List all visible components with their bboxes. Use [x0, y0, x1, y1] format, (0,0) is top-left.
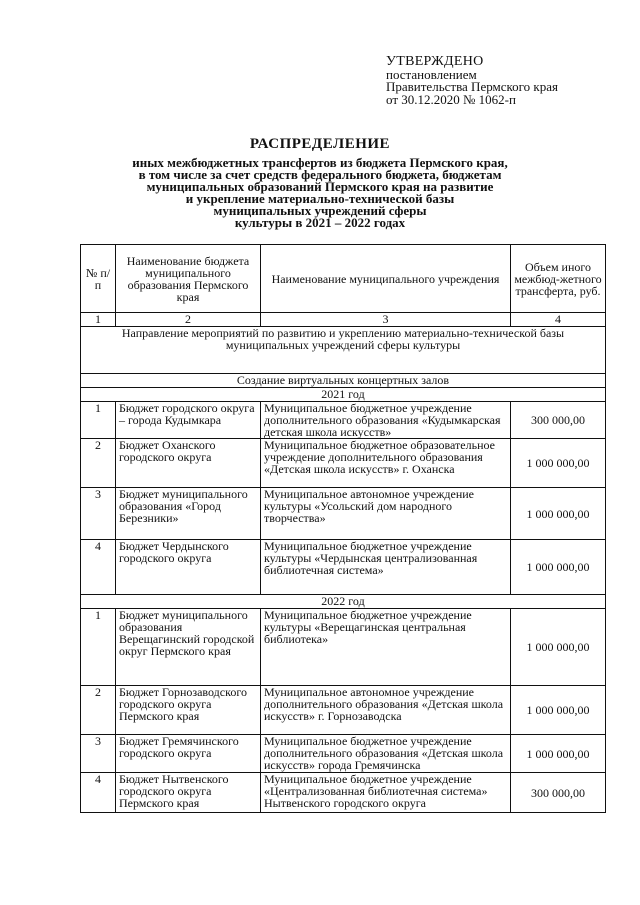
row-num: 2: [81, 686, 116, 735]
header-institution: Наименование муниципального учреждения: [261, 245, 511, 313]
row-budget: Бюджет Горнозаводского городского округа Пермского края: [116, 686, 261, 735]
index-cell: 3: [261, 313, 511, 327]
document-subtitle: [95, 157, 545, 229]
table-row: [81, 773, 606, 813]
row-amount: 300 000,00: [511, 773, 606, 813]
row-institution: Муниципальное автономное учреждение дополнительного образования «Детская школа искусств» г. Горнозаводска: [261, 686, 511, 735]
section-title: Направление мероприятий по развитию и укреплению материально-технической базы муниципальных учреждений сферы культуры: [81, 327, 606, 374]
header-amount: Объем иного межбюд-жетного трансферта, руб.: [511, 245, 606, 313]
row-institution: Муниципальное бюджетное учреждение дополнительного образования «Детская школа искусств» города Гремячинска: [261, 735, 511, 773]
row-amount: 300 000,00: [511, 402, 606, 439]
row-num: 3: [81, 735, 116, 773]
subtitle-line: в том числе за счет средств федерального бюджета, бюджетам: [138, 167, 502, 182]
row-institution: Муниципальное бюджетное учреждение культуры «Чердынская централизованная библиотечная система»: [261, 540, 511, 595]
row-amount: 1 000 000,00: [511, 488, 606, 540]
table-row: [81, 735, 606, 773]
row-num: 1: [81, 402, 116, 439]
row-budget: Бюджет Нытвенского городского округа Пермского края: [116, 773, 261, 813]
row-budget: Бюджет Гремячинского городского округа: [116, 735, 261, 773]
approval-stamp: [386, 56, 626, 106]
approval-line: от 30.12.2020 № 1062-п: [386, 91, 516, 107]
row-budget: Бюджет муниципального образования «Город Березники»: [116, 488, 261, 540]
row-institution: Муниципальное бюджетное учреждение культуры «Верещагинская центральная библиотека»: [261, 609, 511, 686]
row-amount: 1 000 000,00: [511, 686, 606, 735]
column-index-row: [81, 313, 606, 327]
row-institution: Муниципальное бюджетное учреждение дополнительного образования «Кудымкарская детская школа искусств»: [261, 402, 511, 439]
subtitle-line: муниципальных образований Пермского края на развитие: [146, 179, 494, 194]
approval-line: Правительства Пермского края: [386, 79, 558, 94]
approval-line: постановлением: [386, 66, 477, 82]
subtitle-line: и укрепление материально-технической базы: [185, 191, 455, 206]
row-budget: Бюджет Оханского городского округа: [116, 439, 261, 488]
row-institution: Муниципальное автономное учреждение культуры «Усольский дом народного творчества»: [261, 488, 511, 540]
document-title: РАСПРЕДЕЛЕНИЕ: [249, 136, 391, 152]
year-row: [81, 595, 606, 609]
table-row: [81, 609, 606, 686]
subtitle-line: иных межбюджетных трансфертов из бюджета Пермского края,: [132, 155, 508, 170]
row-institution: Муниципальное бюджетное учреждение «Централизованная библиотечная система» Нытвенского городского округа: [261, 773, 511, 813]
row-num: 3: [81, 488, 116, 540]
year-row: [81, 388, 606, 402]
row-num: 2: [81, 439, 116, 488]
row-amount: 1 000 000,00: [511, 540, 606, 595]
row-budget: Бюджет городского округа – города Кудымкара: [116, 402, 261, 439]
table-row: [81, 439, 606, 488]
row-institution: Муниципальное бюджетное образовательное учреждение дополнительного образования «Детская школа искусств» г. Оханска: [261, 439, 511, 488]
year-title: 2021 год: [81, 388, 606, 402]
table-row: [81, 686, 606, 735]
index-cell: 2: [116, 313, 261, 327]
row-amount: 1 000 000,00: [511, 439, 606, 488]
subsection-row: [81, 374, 606, 388]
row-num: 4: [81, 540, 116, 595]
subtitle-line: культуры в 2021 – 2022 годах: [234, 215, 406, 230]
table-row: [81, 540, 606, 595]
index-cell: 1: [81, 313, 116, 327]
section-row: [81, 327, 606, 374]
row-budget: Бюджет Чердынского городского округа: [116, 540, 261, 595]
subtitle-line: муниципальных учреждений сферы: [213, 203, 427, 218]
distribution-table: [80, 244, 606, 813]
row-amount: 1 000 000,00: [511, 735, 606, 773]
year-title: 2022 год: [81, 595, 606, 609]
table-row: [81, 402, 606, 439]
subsection-title: Создание виртуальных концертных залов: [81, 374, 606, 388]
row-budget: Бюджет муниципального образования Верещагинский городской округ Пермского края: [116, 609, 261, 686]
header-budget: Наименование бюджета муниципального образования Пермского края: [116, 245, 261, 313]
row-num: 1: [81, 609, 116, 686]
header-num: № п/п: [81, 245, 116, 313]
row-amount: 1 000 000,00: [511, 609, 606, 686]
table-row: [81, 488, 606, 540]
row-num: 4: [81, 773, 116, 813]
approval-word: УТВЕРЖДЕНО: [386, 54, 484, 69]
index-cell: 4: [511, 313, 606, 327]
